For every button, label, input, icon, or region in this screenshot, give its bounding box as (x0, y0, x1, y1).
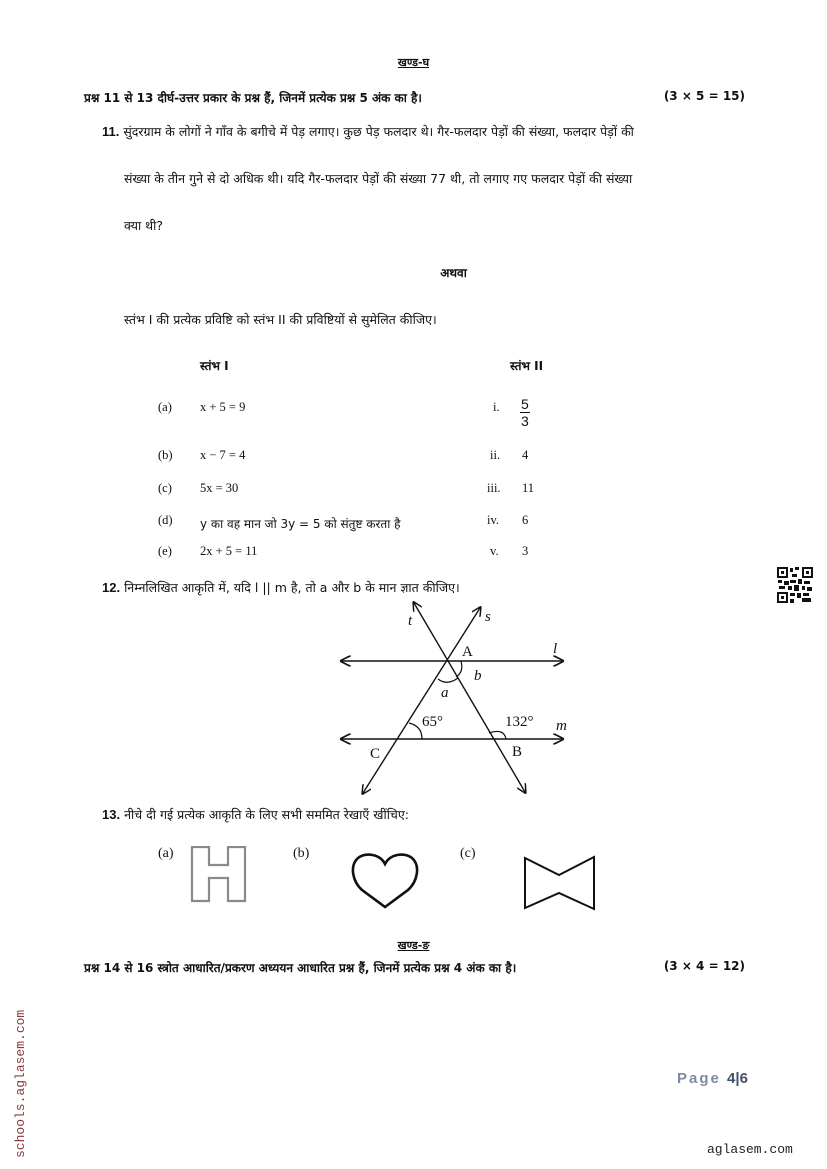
label-B: B (512, 744, 523, 760)
q11-number: 11. (102, 124, 120, 139)
row-v-value: 3 (522, 544, 529, 558)
figure-bow-tie (522, 855, 598, 915)
row-ii-value: 4 (522, 448, 529, 462)
figure-letter-h (190, 846, 250, 910)
label-t: t (408, 613, 413, 629)
section-d-instruction-text: प्रश्न 11 से 13 दीर्घ-उत्तर प्रकार के प्रश्न हैं, जिनमें प्रत्येक प्रश्न 5 अंक का है। (84, 91, 422, 105)
watermark-side: schools.aglasem.com (13, 1009, 28, 1158)
watermark-bottom: aglasem.com (707, 1142, 793, 1157)
section-d-title: खण्ड-घ (397, 56, 430, 69)
row-iii-value: 11 (522, 481, 535, 495)
row-b-label: (b) (158, 448, 173, 462)
row-i-roman: i. (493, 400, 500, 414)
page-total: 6 (739, 1070, 748, 1087)
row-iv-value: 6 (522, 513, 529, 527)
row-iv-roman: iv. (487, 513, 500, 527)
row-e-label: (e) (158, 544, 172, 558)
section-d-instruction (84, 89, 749, 106)
row-a-item: x + 5 = 9 (200, 400, 246, 414)
page-word: Page (677, 1070, 721, 1087)
page-current: 4 (727, 1070, 736, 1087)
figure-b-label: (b) (293, 846, 310, 861)
row-e-item: 2x + 5 = 11 (200, 544, 258, 558)
row-a-label: (a) (158, 400, 172, 414)
q11-text-1: सुंदरग्राम के लोगों ने गाँव के बगीचे में पेड़ लगाए। कुछ पेड़ फलदार थे। गैर-फलदार पेड़ों की संख्या, फलदार पेड़ों की (123, 124, 634, 139)
fraction-numerator: 5 (521, 396, 529, 412)
label-C: C (370, 746, 381, 762)
section-e-instruction-text: प्रश्न 14 से 16 स्त्रोत आधारित/प्रकरण अध्ययन आधारित प्रश्न हैं, जिनमें प्रत्येक प्रश्न 4 अंक का है। (84, 961, 517, 975)
row-i-fraction (520, 396, 530, 429)
q13-line (102, 806, 409, 823)
section-e-instruction (84, 959, 749, 976)
section-d-marks: (3 × 5 = 15) (663, 89, 745, 103)
column-2-heading: स्तंभ II (510, 359, 544, 373)
row-c-item: 5x = 30 (200, 481, 239, 495)
qr-code (776, 566, 814, 604)
fraction-denominator: 3 (521, 413, 529, 429)
q12-number: 12. (102, 580, 121, 595)
figure-c-label: (c) (460, 846, 476, 861)
q11-line-1 (102, 123, 634, 140)
q13-text: नीचे दी गई प्रत्येक आकृति के लिए सभी सममित रेखाएँ खींचिए: (124, 807, 409, 822)
match-instruction: स्तंभ I की प्रत्येक प्रविष्टि को स्तंभ II की प्रविष्टियों से सुमेलित कीजिए। (124, 312, 437, 327)
label-l: l (553, 641, 558, 657)
angle-65: 65° (422, 714, 443, 730)
row-d-label: (d) (158, 513, 173, 527)
q12-text: निम्नलिखित आकृति में, यदि l || m है, तो a और b के मान ज्ञात कीजिए। (124, 580, 460, 595)
row-v-roman: v. (490, 544, 499, 558)
row-d-item: y का वह मान जो 3y = 5 को संतुष्ट करता है (200, 517, 401, 531)
row-b-item: x − 7 = 4 (200, 448, 246, 462)
label-a: a (441, 685, 449, 701)
label-m: m (556, 718, 567, 734)
q11-line-2: संख्या के तीन गुने से दो अधिक थी। यदि गैर-फलदार पेड़ों की संख्या 77 थी, तो लगाए गए फलदार पेड़ों की संख्या (124, 171, 633, 186)
page-number (677, 1070, 748, 1087)
page-separator: | (735, 1070, 740, 1087)
column-1-heading: स्तंभ I (200, 359, 229, 373)
section-e-marks: (3 × 4 = 12) (663, 959, 745, 973)
figure-a-label: (a) (158, 846, 174, 861)
parallel-lines-figure (330, 600, 580, 800)
or-label: अथवा (440, 266, 467, 280)
label-b: b (474, 668, 482, 684)
figure-heart (350, 852, 420, 914)
q12-line (102, 579, 460, 596)
label-s: s (485, 609, 491, 625)
q11-line-3: क्या थी? (124, 218, 164, 233)
row-ii-roman: ii. (490, 448, 501, 462)
row-c-label: (c) (158, 481, 172, 495)
row-iii-roman: iii. (487, 481, 501, 495)
label-A: A (462, 644, 473, 660)
angle-132: 132° (505, 714, 534, 730)
section-e-title: खण्ड-ङ (397, 939, 430, 952)
q13-number: 13. (102, 807, 121, 822)
qr-code-icon (776, 566, 814, 604)
